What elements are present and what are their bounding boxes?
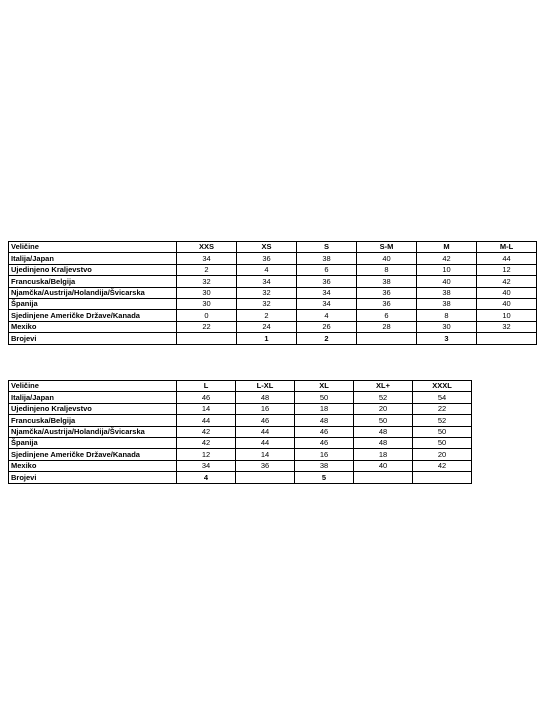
table-cell: 44 [236,437,295,448]
table-cell: 32 [477,321,537,332]
table-cell: 36 [357,298,417,309]
table-row-numbers [9,333,537,344]
column-header: XL+ [354,381,413,392]
table-cell: 12 [477,264,537,275]
table-cell: 38 [417,287,477,298]
table-cell: 46 [177,392,236,403]
table-cell: 2 [237,310,297,321]
table-cell: 40 [354,460,413,471]
table-cell: 50 [295,392,354,403]
table-cell: 12 [177,449,236,460]
table-cell: 8 [417,310,477,321]
size-table-1 [8,241,537,345]
table-cell: 38 [417,298,477,309]
table-cell: 20 [354,403,413,414]
table-cell: 6 [357,310,417,321]
table-cell: 16 [295,449,354,460]
table-cell: 22 [413,403,472,414]
table-cell: 32 [237,298,297,309]
size-table-2 [8,380,472,484]
table-cell: 42 [413,460,472,471]
column-header: M [417,242,477,253]
table-cell: 8 [357,264,417,275]
table-cell: 10 [417,264,477,275]
table-cell: 46 [295,426,354,437]
table-cell: 50 [413,426,472,437]
table-cell: 40 [477,287,537,298]
table-row [9,437,472,448]
table-cell: 5 [295,472,354,483]
table-cell: 26 [297,321,357,332]
table-cell: 18 [354,449,413,460]
table-cell: 1 [237,333,297,344]
table-cell: 2 [297,333,357,344]
row-label: Španija [9,437,177,448]
table-cell: 38 [295,460,354,471]
table-cell: 34 [237,276,297,287]
table-row [9,298,537,309]
table-cell: 48 [354,437,413,448]
table-cell: 40 [477,298,537,309]
table-cell [477,333,537,344]
table-cell: 30 [177,298,237,309]
table-row [9,403,472,414]
table-cell [413,472,472,483]
table-cell [236,472,295,483]
table-cell: 34 [177,460,236,471]
table-cell: 46 [236,415,295,426]
table-cell: 44 [477,253,537,264]
table-row [9,253,537,264]
table-cell: 4 [237,264,297,275]
table-cell [177,333,237,344]
table-row [9,415,472,426]
table-cell: 16 [236,403,295,414]
column-header: Veličine [9,381,177,392]
row-label: Mexiko [9,321,177,332]
table-cell: 2 [177,264,237,275]
table-header-row [9,381,472,392]
table-cell: 48 [295,415,354,426]
row-label: Brojevi [9,472,177,483]
column-header: XXS [177,242,237,253]
table-cell: 20 [413,449,472,460]
row-label: Njamčka/Austrija/Holandija/Švicarska [9,287,177,298]
table-cell: 14 [236,449,295,460]
row-label: Mexiko [9,460,177,471]
row-label: Italija/Japan [9,253,177,264]
table-row [9,310,537,321]
table-cell: 50 [354,415,413,426]
table-cell: 46 [295,437,354,448]
table-cell: 14 [177,403,236,414]
row-label: Sjedinjene Američke Države/Kanada [9,310,177,321]
table-cell: 4 [297,310,357,321]
table-cell: 24 [237,321,297,332]
column-header: M-L [477,242,537,253]
column-header: XXXL [413,381,472,392]
table-cell: 32 [237,287,297,298]
table-cell: 22 [177,321,237,332]
table-cell: 50 [413,437,472,448]
table-cell: 54 [413,392,472,403]
table-cell: 36 [297,276,357,287]
table-cell: 42 [477,276,537,287]
table-row [9,426,472,437]
table-cell: 40 [357,253,417,264]
row-label: Francuska/Belgija [9,415,177,426]
table-cell: 28 [357,321,417,332]
table-row [9,449,472,460]
table-cell: 30 [417,321,477,332]
table-cell [354,472,413,483]
table-cell: 10 [477,310,537,321]
table-row [9,264,537,275]
table-cell: 34 [297,298,357,309]
table-cell: 3 [417,333,477,344]
table-cell: 42 [417,253,477,264]
table-cell: 34 [297,287,357,298]
column-header: L-XL [236,381,295,392]
row-label: Ujedinjeno Kraljevstvo [9,264,177,275]
table-cell: 36 [236,460,295,471]
table-cell: 44 [177,415,236,426]
table-cell: 30 [177,287,237,298]
table-cell: 42 [177,426,236,437]
column-header: L [177,381,236,392]
table-cell: 6 [297,264,357,275]
column-header: Veličine [9,242,177,253]
table-cell: 48 [236,392,295,403]
table-cell: 52 [413,415,472,426]
row-label: Njamčka/Austrija/Holandija/Švicarska [9,426,177,437]
column-header: S-M [357,242,417,253]
table-cell: 38 [297,253,357,264]
row-label: Sjedinjene Američke Države/Kanada [9,449,177,460]
row-label: Brojevi [9,333,177,344]
column-header: XS [237,242,297,253]
table-cell: 0 [177,310,237,321]
table-cell: 18 [295,403,354,414]
row-label: Ujedinjeno Kraljevstvo [9,403,177,414]
table-row [9,276,537,287]
table-row [9,287,537,298]
table-cell: 34 [177,253,237,264]
row-label: Italija/Japan [9,392,177,403]
table-cell: 38 [357,276,417,287]
table-cell: 52 [354,392,413,403]
table-row [9,392,472,403]
table-cell [357,333,417,344]
table-row [9,321,537,332]
table-cell: 42 [177,437,236,448]
table-row-numbers [9,472,472,483]
table-header-row [9,242,537,253]
row-label: Francuska/Belgija [9,276,177,287]
table-cell: 48 [354,426,413,437]
table-row [9,460,472,471]
table-cell: 44 [236,426,295,437]
table-cell: 4 [177,472,236,483]
table-cell: 32 [177,276,237,287]
table-cell: 40 [417,276,477,287]
column-header: XL [295,381,354,392]
table-cell: 36 [237,253,297,264]
row-label: Španija [9,298,177,309]
column-header: S [297,242,357,253]
table-cell: 36 [357,287,417,298]
